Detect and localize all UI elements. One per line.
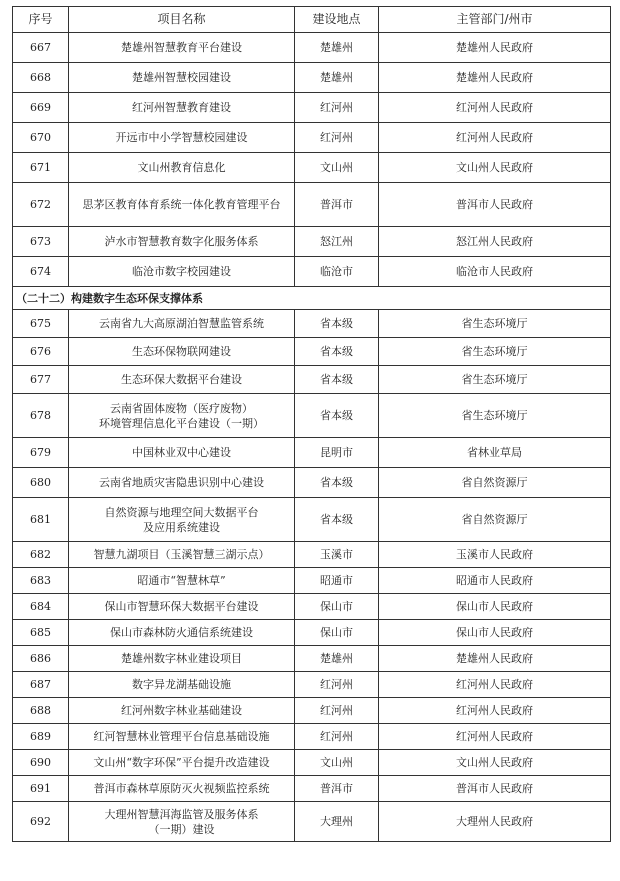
- cell-no: 673: [13, 227, 69, 257]
- cell-no: 680: [13, 468, 69, 498]
- cell-no: 674: [13, 257, 69, 287]
- cell-location: 临沧市: [295, 257, 379, 287]
- table-row: [13, 594, 611, 620]
- cell-no: 678: [13, 394, 69, 438]
- cell-location: 楚雄州: [295, 33, 379, 63]
- cell-dept: 红河州人民政府: [379, 93, 611, 123]
- cell-dept: 省生态环境厅: [379, 338, 611, 366]
- table-row: [13, 468, 611, 498]
- table-row: [13, 568, 611, 594]
- cell-no: 671: [13, 153, 69, 183]
- cell-dept: 省自然资源厅: [379, 468, 611, 498]
- cell-no: 667: [13, 33, 69, 63]
- cell-no: 687: [13, 672, 69, 698]
- cell-no: 677: [13, 366, 69, 394]
- cell-location: 普洱市: [295, 183, 379, 227]
- header-no: 序号: [13, 7, 69, 33]
- cell-name: 临沧市数字校园建设: [69, 257, 295, 287]
- cell-name: 中国林业双中心建设: [69, 438, 295, 468]
- table-row: [13, 338, 611, 366]
- cell-location: 昭通市: [295, 568, 379, 594]
- cell-name: 思茅区教育体育系统一体化教育管理平台: [69, 183, 295, 227]
- table-row: [13, 257, 611, 287]
- cell-name: 红河州数字林业基础建设: [69, 698, 295, 724]
- cell-dept: 临沧市人民政府: [379, 257, 611, 287]
- cell-no: 668: [13, 63, 69, 93]
- table-row: [13, 724, 611, 750]
- cell-location: 省本级: [295, 366, 379, 394]
- cell-location: 保山市: [295, 620, 379, 646]
- cell-no: 669: [13, 93, 69, 123]
- cell-name: 楚雄州智慧教育平台建设: [69, 33, 295, 63]
- cell-no: 691: [13, 776, 69, 802]
- table-row: [13, 498, 611, 542]
- project-table-page: [12, 6, 610, 842]
- cell-dept: 玉溪市人民政府: [379, 542, 611, 568]
- cell-no: 676: [13, 338, 69, 366]
- cell-name: 文山州“数字环保”平台提升改造建设: [69, 750, 295, 776]
- cell-name: 保山市森林防火通信系统建设: [69, 620, 295, 646]
- table-row: [13, 750, 611, 776]
- table-row: [13, 542, 611, 568]
- table-row: [13, 698, 611, 724]
- cell-no: 684: [13, 594, 69, 620]
- table-row: [13, 310, 611, 338]
- cell-location: 玉溪市: [295, 542, 379, 568]
- cell-dept: 省生态环境厅: [379, 394, 611, 438]
- cell-dept: 省自然资源厅: [379, 498, 611, 542]
- header-dept: 主管部门/州市: [379, 7, 611, 33]
- cell-name: 保山市智慧环保大数据平台建设: [69, 594, 295, 620]
- cell-name: 红河州智慧教育建设: [69, 93, 295, 123]
- cell-location: 省本级: [295, 338, 379, 366]
- table-row: [13, 802, 611, 842]
- section-header-row: [13, 287, 611, 310]
- header-location: 建设地点: [295, 7, 379, 33]
- cell-dept: 普洱市人民政府: [379, 776, 611, 802]
- cell-name: 数字异龙湖基础设施: [69, 672, 295, 698]
- cell-no: 690: [13, 750, 69, 776]
- cell-no: 682: [13, 542, 69, 568]
- cell-no: 681: [13, 498, 69, 542]
- cell-dept: 文山州人民政府: [379, 153, 611, 183]
- cell-location: 红河州: [295, 93, 379, 123]
- cell-location: 怒江州: [295, 227, 379, 257]
- cell-dept: 大理州人民政府: [379, 802, 611, 842]
- cell-name: 楚雄州智慧校园建设: [69, 63, 295, 93]
- table-row: [13, 672, 611, 698]
- cell-dept: 保山市人民政府: [379, 620, 611, 646]
- cell-no: 692: [13, 802, 69, 842]
- cell-name: 文山州教育信息化: [69, 153, 295, 183]
- cell-location: 省本级: [295, 468, 379, 498]
- cell-dept: 文山州人民政府: [379, 750, 611, 776]
- table-row: [13, 227, 611, 257]
- header-name: 项目名称: [69, 7, 295, 33]
- cell-name: 开远市中小学智慧校园建设: [69, 123, 295, 153]
- cell-name: 云南省固体废物（医疗废物） 环境管理信息化平台建设（一期）: [69, 394, 295, 438]
- cell-location: 红河州: [295, 724, 379, 750]
- cell-location: 楚雄州: [295, 646, 379, 672]
- table-row: [13, 620, 611, 646]
- cell-dept: 省生态环境厅: [379, 366, 611, 394]
- cell-no: 679: [13, 438, 69, 468]
- table-header-row: [13, 7, 611, 33]
- table-row: [13, 394, 611, 438]
- table-row: [13, 33, 611, 63]
- cell-no: 675: [13, 310, 69, 338]
- cell-no: 686: [13, 646, 69, 672]
- table-row: [13, 153, 611, 183]
- table-row: [13, 123, 611, 153]
- cell-dept: 红河州人民政府: [379, 724, 611, 750]
- table-row: [13, 93, 611, 123]
- cell-name: 自然资源与地理空间大数据平台 及应用系统建设: [69, 498, 295, 542]
- cell-location: 红河州: [295, 698, 379, 724]
- cell-dept: 红河州人民政府: [379, 672, 611, 698]
- table-row: [13, 63, 611, 93]
- table-row: [13, 438, 611, 468]
- cell-name: 泸水市智慧教育数字化服务体系: [69, 227, 295, 257]
- cell-name: 楚雄州数字林业建设项目: [69, 646, 295, 672]
- cell-location: 省本级: [295, 310, 379, 338]
- cell-dept: 红河州人民政府: [379, 698, 611, 724]
- cell-dept: 怒江州人民政府: [379, 227, 611, 257]
- cell-dept: 楚雄州人民政府: [379, 646, 611, 672]
- cell-no: 689: [13, 724, 69, 750]
- cell-no: 670: [13, 123, 69, 153]
- table-row: [13, 366, 611, 394]
- cell-dept: 省林业草局: [379, 438, 611, 468]
- cell-name: 云南省九大高原湖泊智慧监管系统: [69, 310, 295, 338]
- cell-no: 683: [13, 568, 69, 594]
- cell-dept: 省生态环境厅: [379, 310, 611, 338]
- cell-dept: 楚雄州人民政府: [379, 63, 611, 93]
- project-table: [12, 6, 611, 842]
- cell-name: 昭通市“智慧林草”: [69, 568, 295, 594]
- table-row: [13, 183, 611, 227]
- cell-name: 云南省地质灾害隐患识别中心建设: [69, 468, 295, 498]
- cell-name: 智慧九湖项目（玉溪智慧三湖示点）: [69, 542, 295, 568]
- table-row: [13, 776, 611, 802]
- cell-dept: 昭通市人民政府: [379, 568, 611, 594]
- cell-dept: 红河州人民政府: [379, 123, 611, 153]
- cell-name: 红河智慧林业管理平台信息基础设施: [69, 724, 295, 750]
- cell-location: 普洱市: [295, 776, 379, 802]
- cell-name: 生态环保物联网建设: [69, 338, 295, 366]
- cell-location: 红河州: [295, 672, 379, 698]
- cell-location: 大理州: [295, 802, 379, 842]
- cell-location: 文山州: [295, 750, 379, 776]
- cell-location: 楚雄州: [295, 63, 379, 93]
- table-row: [13, 646, 611, 672]
- cell-location: 保山市: [295, 594, 379, 620]
- cell-no: 688: [13, 698, 69, 724]
- cell-name: 普洱市森林草原防灭火视频监控系统: [69, 776, 295, 802]
- cell-name: 生态环保大数据平台建设: [69, 366, 295, 394]
- cell-dept: 保山市人民政府: [379, 594, 611, 620]
- cell-dept: 普洱市人民政府: [379, 183, 611, 227]
- cell-no: 672: [13, 183, 69, 227]
- cell-location: 红河州: [295, 123, 379, 153]
- cell-location: 省本级: [295, 498, 379, 542]
- cell-dept: 楚雄州人民政府: [379, 33, 611, 63]
- section-title: （二十二）构建数字生态环保支撑体系: [13, 287, 611, 310]
- cell-no: 685: [13, 620, 69, 646]
- cell-location: 昆明市: [295, 438, 379, 468]
- cell-location: 省本级: [295, 394, 379, 438]
- cell-location: 文山州: [295, 153, 379, 183]
- cell-name: 大理州智慧洱海监管及服务体系 （一期）建设: [69, 802, 295, 842]
